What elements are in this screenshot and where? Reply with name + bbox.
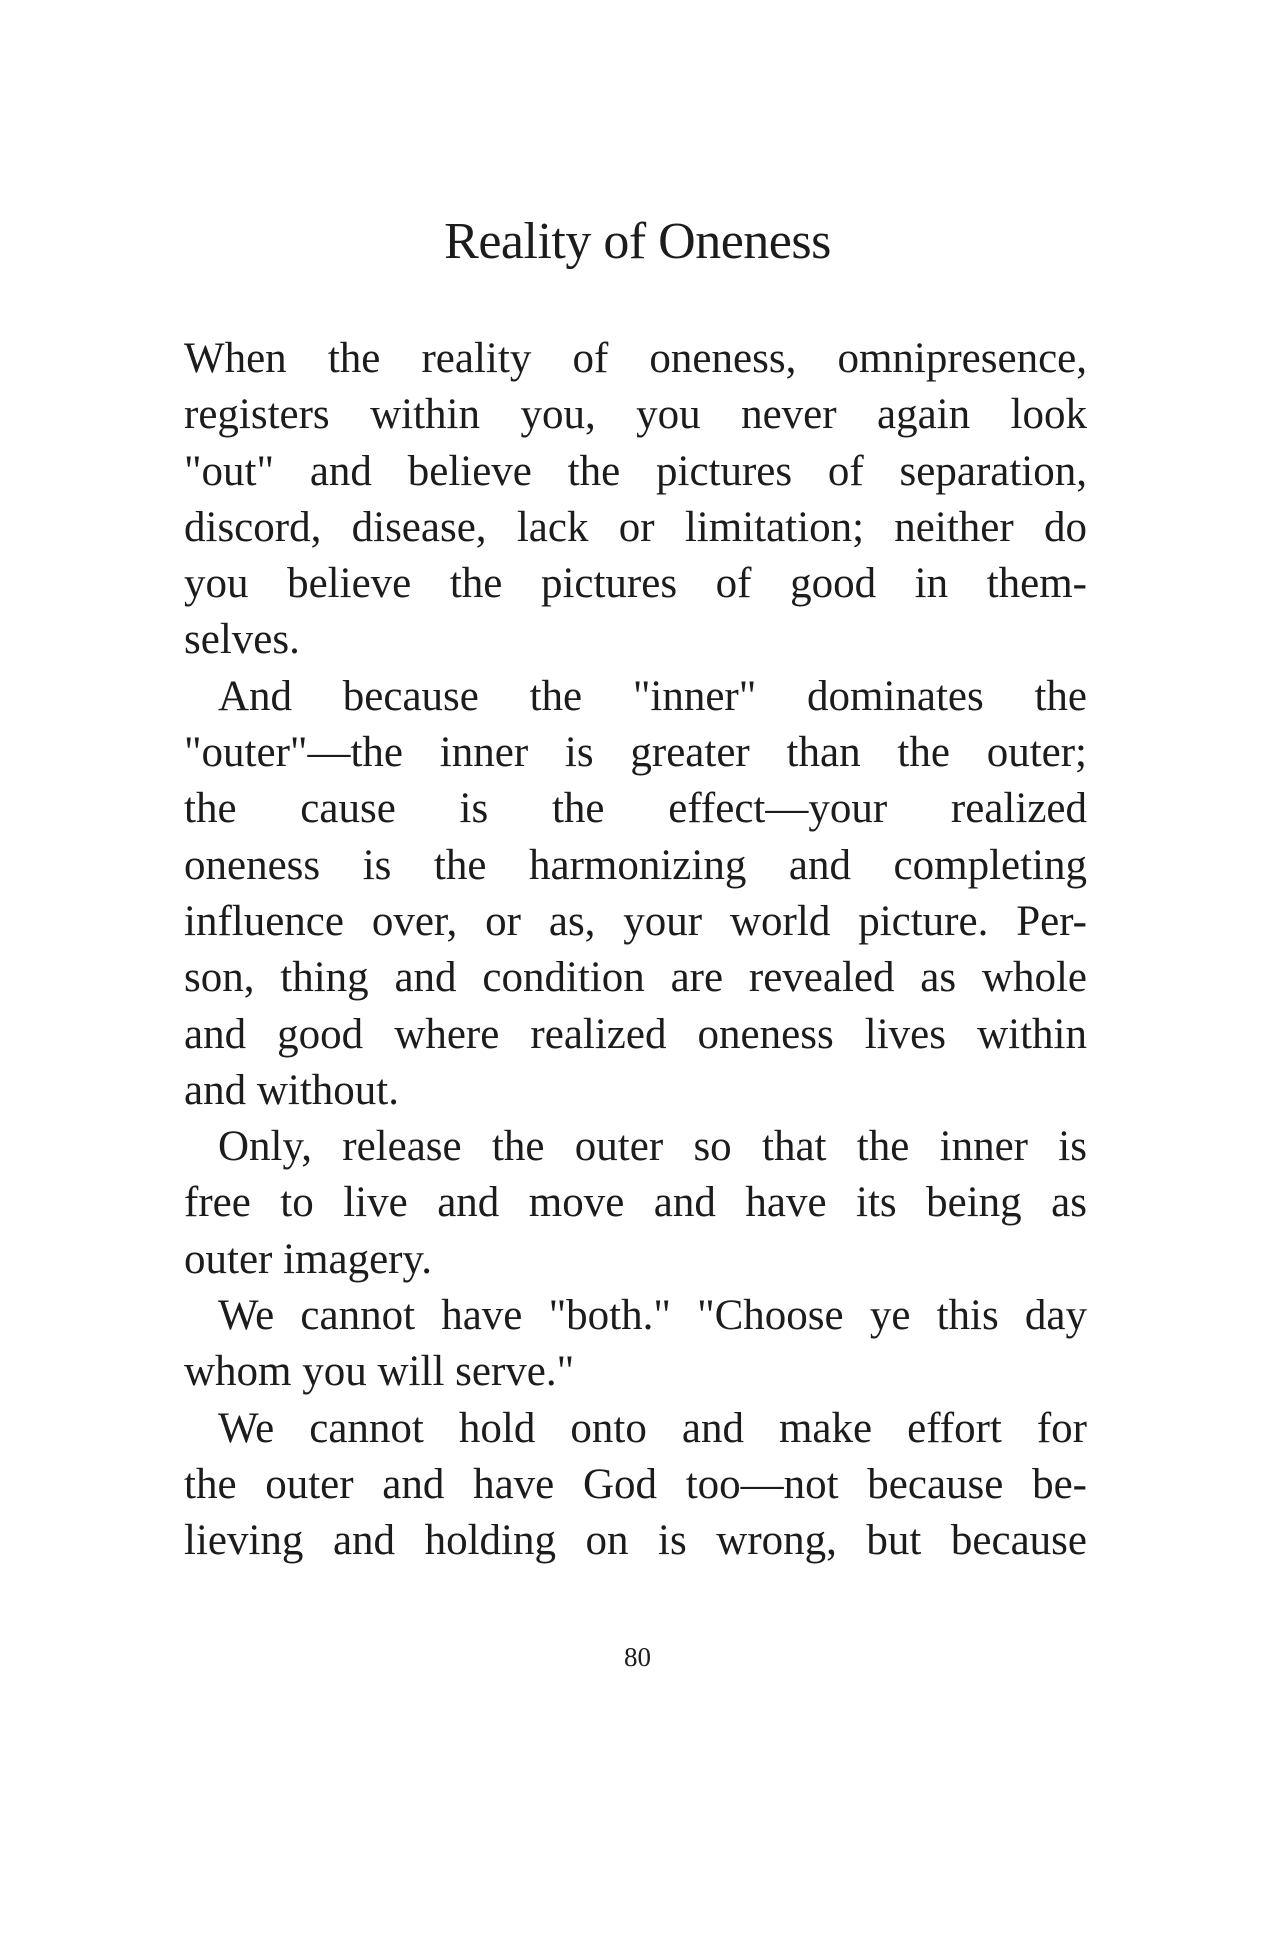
text-line: and without. — [184, 1066, 399, 1114]
text-line: outer imagery. — [184, 1235, 432, 1283]
text-line: son, thing and condition are revealed as whole — [184, 954, 1087, 1002]
text-line: the cause is the effect—your realized — [184, 785, 1087, 833]
text-line: free to live and move and have its being as — [184, 1179, 1087, 1227]
text-line: and good where realized oneness lives within — [184, 1010, 1087, 1058]
text-line: whom you will serve." — [184, 1348, 575, 1396]
text-line: We cannot hold onto and make effort for — [218, 1404, 1087, 1452]
text-line: "outer"—the inner is greater than the outer; — [184, 729, 1087, 777]
text-line: And because the "inner" dominates the — [218, 672, 1087, 720]
text-line: selves. — [184, 616, 300, 664]
text-line: registers within you, you never again look — [184, 391, 1087, 439]
text-line: "out" and believe the pictures of separation, — [184, 447, 1087, 495]
chapter-title: Reality of Oneness — [444, 213, 831, 270]
body-text — [184, 331, 1087, 1570]
text-line: influence over, or as, your world picture. Per- — [184, 897, 1087, 945]
text-line: lieving and holding on is wrong, but because — [184, 1517, 1087, 1565]
page-number: 80 — [624, 1642, 651, 1672]
text-line: the outer and have God too—not because be- — [184, 1460, 1087, 1508]
text-line: discord, disease, lack or limitation; neither do — [184, 503, 1087, 551]
text-line: oneness is the harmonizing and completing — [184, 841, 1087, 889]
text-line: you believe the pictures of good in them- — [184, 560, 1087, 608]
text-line: Only, release the outer so that the inner is — [218, 1123, 1087, 1171]
text-line: When the reality of oneness, omnipresence, — [184, 335, 1087, 382]
text-line: We cannot have "both." "Choose ye this day — [218, 1292, 1087, 1340]
